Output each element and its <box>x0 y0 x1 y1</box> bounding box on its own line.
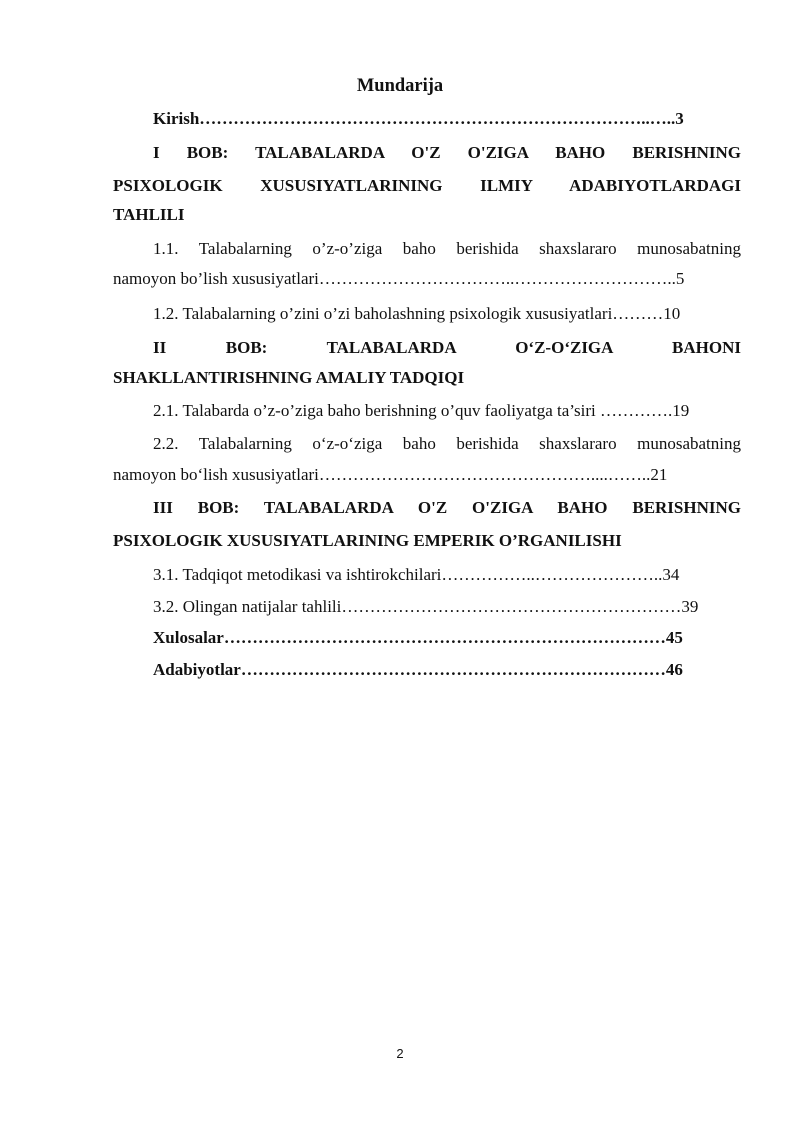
toc-section-1-1-line-2: namoyon bo’lish xususiyatlari……………………………..………………………..5 <box>113 269 685 288</box>
toc-chapter-3-line-1: III BOB: TALABALARDA O'Z O'ZIGA BAHO BERISHNING <box>153 498 741 517</box>
toc-chapter-1-line-3: TAHLILI <box>113 205 185 224</box>
toc-section-2-2-line-1: 2.2. Talabalarning o‘z-o‘ziga baho berishida shaxslararo munosabatning <box>153 434 741 453</box>
toc-chapter-1-line-2: PSIXOLOGIK XUSUSIYATLARINING ILMIY ADABIYOTLARDAGI <box>113 176 741 195</box>
page-number: 2 <box>396 1046 404 1061</box>
toc-section-3-1: 3.1. Tadqiqot metodikasi va ishtirokchilari……………..…………………..34 <box>153 565 680 584</box>
toc-section-1-2: 1.2. Talabalarning o’zini o’zi baholashning psixologik xususiyatlari………10 <box>153 304 681 323</box>
toc-chapter-2-line-2: SHAKLLANTIRISHNING AMALIY TADQIQI <box>113 368 465 387</box>
toc-entry-xulosalar: Xulosalar……………………………………………………………………45 <box>153 628 683 647</box>
toc-entry-kirish: Kirish……………………………………………………………………..…..3 <box>153 109 684 128</box>
toc-section-3-2: 3.2. Olingan natijalar tahlili……………………………………………………39 <box>153 597 699 616</box>
toc-section-2-1: 2.1. Talabarda o’z-o’ziga baho berishning o’quv faoliyatga ta’siri ………….19 <box>153 401 690 420</box>
toc-chapter-2-line-1: II BOB: TALABALARDA O‘Z-O‘ZIGA BAHONI <box>153 338 741 357</box>
toc-section-2-2-line-2: namoyon bo‘lish xususiyatlari…………………………………………....……..21 <box>113 465 668 484</box>
toc-chapter-3-line-2: PSIXOLOGIK XUSUSIYATLARINING EMPERIK O’RGANILISHI <box>113 531 622 550</box>
toc-entry-adabiyotlar: Adabiyotlar…………………………………………………………………46 <box>153 660 683 679</box>
toc-chapter-1-line-1: I BOB: TALABALARDA O'Z O'ZIGA BAHO BERISHNING <box>153 143 741 162</box>
toc-section-1-1-line-1: 1.1. Talabalarning o’z-o’ziga baho berishida shaxslararo munosabatning <box>153 239 741 258</box>
toc-title: Mundarija <box>356 76 444 96</box>
